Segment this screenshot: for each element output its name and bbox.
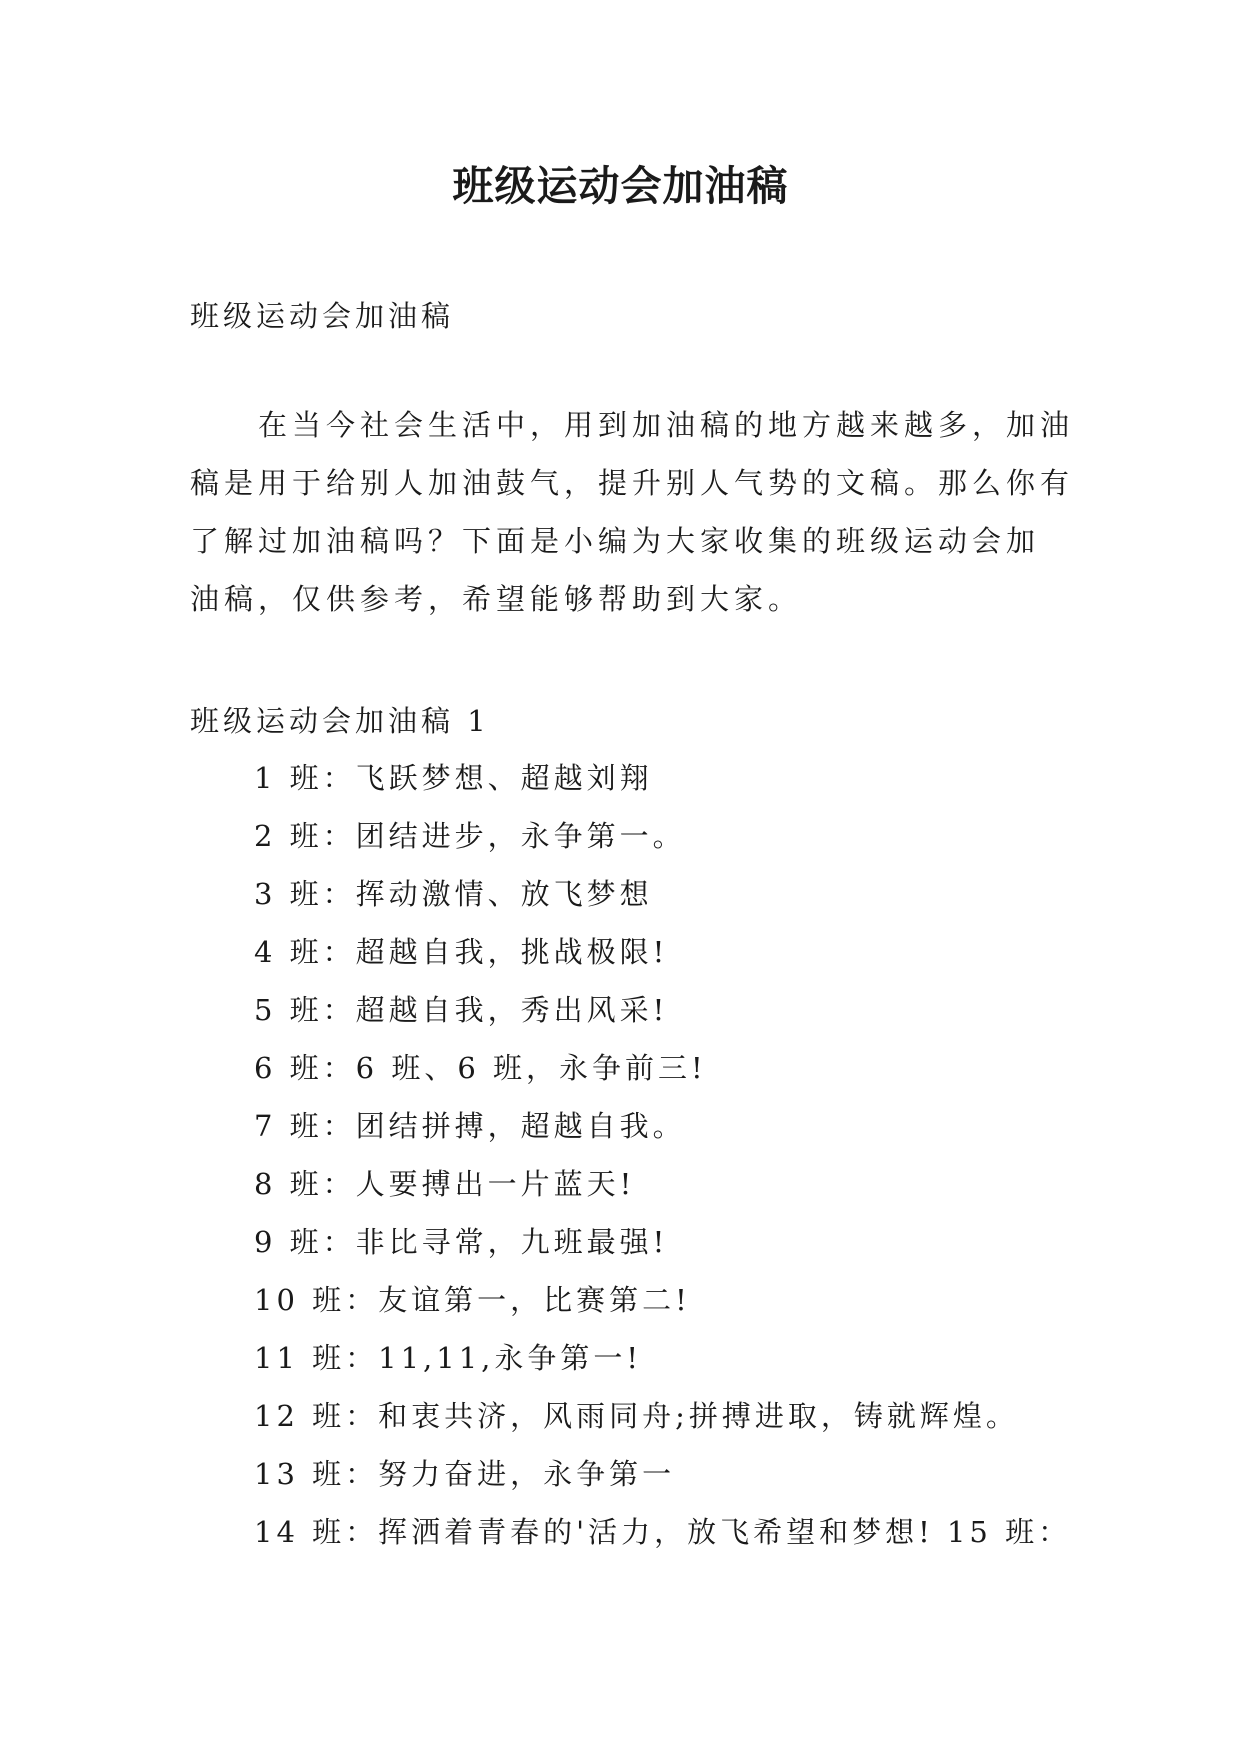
class-slogan-item: 8 班：人要搏出一片蓝天! [254,1167,636,1201]
class-slogan-item: 13 班：努力奋进，永争第一 [254,1457,676,1491]
class-slogan-item: 11 班：11,11,永争第一! [254,1341,643,1375]
class-slogan-item: 4 班：超越自我，挑战极限! [254,935,669,969]
intro-paragraph-line: 在当今社会生活中，用到加油稿的地方越来越多，加油 [190,408,1075,442]
document-subtitle: 班级运动会加油稿 [190,299,455,333]
class-slogan-item: 7 班：团结拼搏，超越自我。 [254,1109,686,1143]
intro-paragraph-line: 油稿，仅供参考，希望能够帮助到大家。 [190,582,803,616]
class-slogan-item: 6 班：6 班、6 班，永争前三! [254,1051,707,1085]
class-slogan-item: 3 班：挥动激情、放飞梦想 [254,877,653,911]
intro-paragraph-line: 稿是用于给别人加油鼓气，提升别人气势的文稿。那么你有 [190,466,1075,500]
document-title: 班级运动会加油稿 [452,162,789,210]
class-slogan-item: 1 班：飞跃梦想、超越刘翔 [254,761,653,795]
class-slogan-item: 12 班：和衷共济，风雨同舟;拼搏进取，铸就辉煌。 [254,1399,1019,1433]
class-slogan-item: 14 班：挥洒着青春的'活力，放飞希望和梦想! 15 班： [254,1515,1072,1549]
class-slogan-item: 5 班：超越自我，秀出风采! [254,993,669,1027]
class-slogan-item: 9 班：非比寻常，九班最强! [254,1225,669,1259]
class-slogan-item: 2 班：团结进步，永争第一。 [254,819,686,853]
section-heading: 班级运动会加油稿 1 [190,704,490,738]
intro-paragraph-line: 了解过加油稿吗？下面是小编为大家收集的班级运动会加 [190,524,1041,558]
class-slogan-item: 10 班：友谊第一，比赛第二! [254,1283,691,1317]
